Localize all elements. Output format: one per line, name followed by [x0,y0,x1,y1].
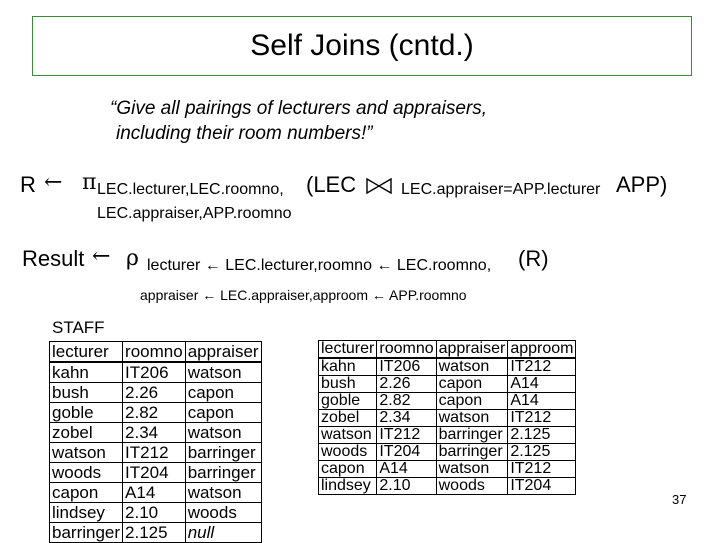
table-cell: kahn [319,358,377,376]
rename-symbol: ρ [126,246,139,271]
table-cell: watson [185,483,261,503]
table-row [50,483,262,503]
table-row [319,444,576,461]
table-row [50,423,262,443]
staff-col-roomno: roomno [123,342,186,363]
table-cell: capon [436,376,508,393]
table-cell: kahn [50,362,123,383]
table-cell: watson [436,461,508,478]
table-cell: watson [436,410,508,427]
table-row [50,383,262,403]
table-row [50,403,262,423]
result-header-row [319,341,576,359]
table-cell: bush [50,383,123,403]
result-table [318,340,576,495]
table-cell: watson [185,423,261,443]
table-cell: A14 [508,376,576,393]
table-cell: IT212 [508,410,576,427]
question-quote [110,96,487,146]
table-cell: watson [50,443,123,463]
table-cell: 2.125 [508,427,576,444]
table-cell: zobel [50,423,123,443]
table-row [319,461,576,478]
table-cell: goble [319,393,377,410]
table-cell: capon [319,461,377,478]
formula-result-arg: (R) [518,246,549,271]
table-cell: IT206 [377,358,436,376]
rename-attrs-line-2: appraiser ← LEC.appraiser,approom ← APP.roomno [140,287,467,303]
table-cell: 2.10 [123,503,186,523]
table-cell: A14 [377,461,436,478]
slide-title: Self Joins (cntd.) [250,29,474,62]
table-cell: IT206 [123,362,186,383]
table-cell: IT212 [123,443,186,463]
formula-r-close: APP) [616,172,668,197]
formula-r-lhs: R [20,172,36,197]
table-cell: 2.82 [377,393,436,410]
table-cell: 2.26 [123,383,186,403]
table-cell: capon [436,393,508,410]
rename-attrs-line-1: lecturer ← LEC.lecturer,roomno ← LEC.roomno, [147,257,492,274]
table-cell: capon [50,483,123,503]
table-cell: barringer [185,463,261,483]
staff-table [49,341,262,543]
null-value: null [185,523,261,543]
table-cell: 2.125 [508,444,576,461]
projection-symbol: π [82,170,97,195]
table-cell: barringer [50,523,123,543]
table-row [319,478,576,495]
result-col-approom: approom [508,341,576,359]
table-cell: 2.10 [377,478,436,495]
table-cell: watson [185,362,261,383]
table-row [319,376,576,393]
table-row [50,362,262,383]
assign-arrow-r: ← [44,170,63,195]
result-col-roomno: roomno [377,341,436,359]
table-cell: woods [50,463,123,483]
projection-attrs-line-2: LEC.appraiser,APP.roomno [97,205,292,222]
table-cell: capon [185,383,261,403]
table-cell: bush [319,376,377,393]
table-row [50,463,262,483]
table-row [50,443,262,463]
table-row [50,503,262,523]
table-cell: woods [436,478,508,495]
result-col-lecturer: lecturer [319,341,377,359]
result-col-appraiser: appraiser [436,341,508,359]
page-number: 37 [672,492,687,507]
quote-line-1: “Give all pairings of lecturers and appraisers, [110,98,488,119]
table-row [319,358,576,376]
table-cell: goble [50,403,123,423]
table-cell: woods [185,503,261,523]
table-cell: IT212 [508,461,576,478]
table-cell: 2.82 [123,403,186,423]
table-cell: zobel [319,410,377,427]
table-cell: watson [319,427,377,444]
table-cell: IT212 [377,427,436,444]
table-cell: 2.34 [377,410,436,427]
formula-result-lhs: Result [22,246,85,271]
table-row [319,410,576,427]
table-cell: A14 [508,393,576,410]
formula-r-open: (LEC [306,172,357,197]
staff-col-lecturer: lecturer [50,342,123,363]
table-cell: barringer [436,427,508,444]
join-condition: LEC.appraiser=APP.lecturer [401,181,601,198]
join-bowtie-icon [364,176,394,196]
title-box [32,16,692,76]
table-row [319,393,576,410]
table-cell: IT204 [123,463,186,483]
table-cell: IT204 [377,444,436,461]
staff-table-label: STAFF [52,318,105,337]
table-cell: 2.26 [377,376,436,393]
table-row [319,427,576,444]
table-cell: watson [436,358,508,376]
table-cell: barringer [185,443,261,463]
table-cell: barringer [436,444,508,461]
projection-attrs-line-1: LEC.lecturer,LEC.roomno, [97,181,284,198]
quote-line-2: including their room numbers!” [116,123,373,144]
table-cell: IT204 [508,478,576,495]
staff-header-row [50,342,262,363]
table-cell: lindsey [50,503,123,523]
table-cell: woods [319,444,377,461]
table-cell: capon [185,403,261,423]
table-cell: A14 [123,483,186,503]
table-cell: 2.34 [123,423,186,443]
table-cell: lindsey [319,478,377,495]
table-cell: IT212 [508,358,576,376]
table-cell: 2.125 [123,523,186,543]
staff-col-appraiser: appraiser [185,342,261,363]
assign-arrow-result: ← [92,244,111,269]
